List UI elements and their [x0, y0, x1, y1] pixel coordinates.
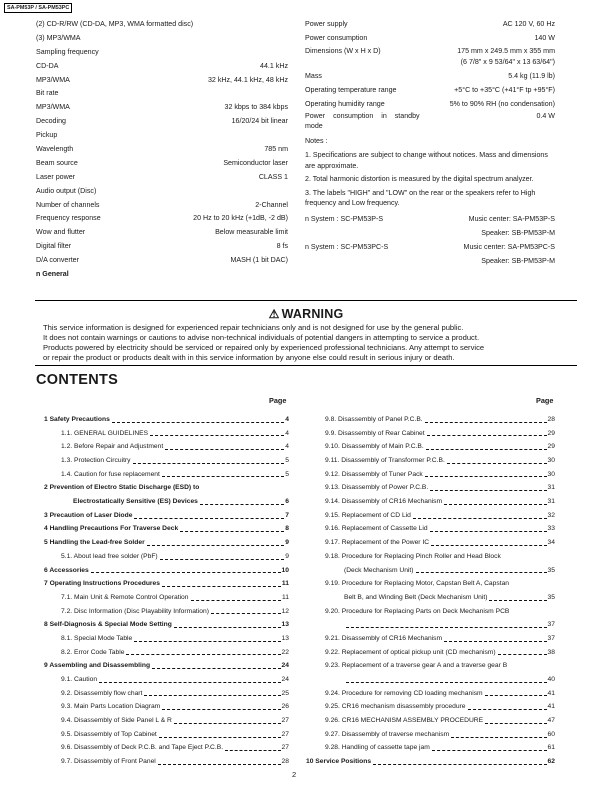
spec-row: D/A converter MASH (1 bit DAC) [36, 256, 288, 265]
note-2: 2. Total harmonic distortion is measured by the digital spectrum analyzer. [305, 175, 534, 184]
toc-entry[interactable]: 40 [306, 673, 555, 687]
leader-dots [346, 682, 547, 683]
spec-row: Power supply AC 120 V, 60 Hz [305, 20, 555, 28]
spec-row: mode [305, 122, 323, 131]
leader-dots [174, 627, 281, 628]
toc-entry[interactable]: 7.2. Disc Information (Disc Playability Information) 12 [61, 607, 289, 615]
leader-dots [162, 709, 280, 710]
spec-row: (6 7/8" x 9 53/64" x 13 63/64") [460, 57, 555, 66]
leader-dots [152, 668, 281, 669]
contents-title: CONTENTS [36, 372, 119, 388]
leader-dots [91, 572, 281, 573]
toc-entry[interactable]: 8.1. Special Mode Table 13 [61, 634, 289, 642]
toc-entry[interactable]: 7.1. Main Unit & Remote Control Operation 11 [61, 593, 289, 601]
spec-row: CD-DA 44.1 kHz [36, 61, 288, 70]
toc-entry[interactable]: 9.9. Disassembly of Rear Cabinet 29 [325, 429, 555, 437]
toc-entry[interactable]: 9.1. Caution 24 [61, 676, 289, 684]
page-number: 2 [292, 770, 297, 779]
leader-dots [444, 641, 546, 642]
toc-entry[interactable]: Electrostatically Sensitive (ES) Devices 6 [73, 498, 289, 506]
spec-row: Frequency response 20 Hz to 20 kHz (+1dB, -2 dB) [36, 214, 288, 223]
toc-entry[interactable]: 9.4. Disassembly of Side Panel L & R 27 [61, 717, 289, 725]
leader-dots [158, 764, 281, 765]
leader-dots [485, 695, 547, 696]
toc-right-column [306, 413, 555, 769]
toc-entry[interactable]: 1.4. Caution for fuse replacement 5 [61, 470, 289, 478]
toc-entry[interactable]: 9.25. CR16 mechanism disassembly procedure 41 [325, 703, 555, 711]
leader-dots [134, 518, 284, 519]
warning-body: This service information is designed for experienced repair technicians only and is not designed for use by the general public. It does not contain warnings or cautions to advise non-technical individuals of potential dangers in attempting to service a product. Products powered by electricity should be serviced or repaired only by experienced professional technicians. Any attempt to service or repair the product or products dealt with in this service information by anyone else could result in serious injury or death. [43, 323, 485, 362]
leader-dots [373, 764, 546, 765]
leader-dots [180, 531, 284, 532]
leader-dots [126, 654, 280, 655]
spec-row: n General [36, 270, 69, 279]
spec-row: Decoding 16/20/24 bit linear [36, 117, 288, 126]
leader-dots [427, 435, 547, 436]
toc-entry[interactable]: 9.23. Replacement of a traverse gear A and a traverse gear B [325, 662, 508, 670]
leader-dots [431, 545, 546, 546]
toc-entry[interactable]: 9.10. Disassembly of Main P.C.B. 29 [325, 443, 555, 451]
leader-dots [416, 572, 547, 573]
toc-entry[interactable]: 9.17. Replacement of the Power IC 34 [325, 539, 555, 547]
leader-dots [147, 545, 285, 546]
toc-entry[interactable]: 9.11. Disassembly of Transformer P.C.B. 30 [325, 457, 555, 465]
toc-entry[interactable]: 9.16. Replacement of Cassette Lid 33 [325, 525, 555, 533]
spec-row: Laser power CLASS 1 [36, 172, 288, 181]
toc-entry[interactable]: 1.3. Protection Circuitry 5 [61, 457, 289, 465]
leader-dots [211, 613, 281, 614]
leader-dots [191, 600, 282, 601]
leader-dots [162, 586, 281, 587]
toc-entry[interactable]: 8.2. Error Code Table 22 [61, 648, 289, 656]
toc-entry[interactable]: 37 [306, 618, 555, 632]
toc-entry[interactable]: 9.21. Disassembly of CR16 Mechanism 37 [325, 634, 555, 642]
leader-dots [498, 654, 547, 655]
page-column-header: Page [269, 396, 287, 405]
leader-dots [200, 504, 284, 505]
spec-row: (3) MP3/WMA [36, 33, 81, 42]
toc-entry[interactable]: 9.15. Replacement of CD Lid 32 [325, 511, 555, 519]
note-1: 1. Specifications are subject to change without notices. Mass and dimensions are approximate. [305, 151, 548, 170]
toc-entry[interactable]: 1 Safety Precautions 4 [44, 415, 289, 423]
spec-row: Number of channels 2-Channel [36, 200, 288, 209]
warning-box [35, 300, 577, 366]
notes-label: Notes : [305, 137, 328, 146]
toc-entry[interactable]: 2 Prevention of Electro Static Discharge (ESD) to [44, 484, 200, 492]
toc-entry[interactable]: 9.28. Handling of cassette tape jam 61 [325, 744, 555, 752]
toc-entry[interactable]: (Deck Mechanism Unit) 35 [344, 566, 555, 574]
leader-dots [99, 682, 280, 683]
spec-row: Power consumption in standby 0.4 W [305, 112, 555, 121]
toc-entry[interactable]: 1.1. GENERAL GUIDELINES 4 [61, 429, 289, 437]
system-row: n System : SC-PM53P-S Music center: SA-PM53P-S [305, 215, 555, 224]
spec-row: Audio output (Disc) [36, 186, 97, 195]
toc-entry[interactable]: 9.2. Disassembly flow chart 25 [61, 689, 289, 697]
leader-dots [413, 518, 547, 519]
leader-dots [425, 476, 547, 477]
toc-entry[interactable]: Belt B, and Winding Belt (Deck Mechanism Unit) 35 [344, 593, 555, 601]
leader-dots [112, 422, 284, 423]
toc-entry[interactable]: 6 Accessories 10 [44, 566, 289, 574]
toc-entry[interactable]: 9.13. Disassembly of Power P.C.B. 31 [325, 484, 555, 492]
toc-entry[interactable]: 9.5. Disassembly of Top Cabinet 27 [61, 730, 289, 738]
spec-row: Dimensions (W x H x D) 175 mm x 249.5 mm x 355 mm [305, 46, 555, 55]
leader-dots [165, 449, 284, 450]
leader-dots [432, 750, 547, 751]
leader-dots [489, 600, 546, 601]
leader-dots [159, 737, 281, 738]
page-column-header: Page [536, 396, 554, 405]
spec-row: Mass 5.4 kg (11.9 lb) [305, 71, 555, 80]
toc-left-column [44, 413, 289, 769]
toc-entry[interactable]: 9.14. Disassembly of CR16 Mechanism 31 [325, 498, 555, 506]
leader-dots [134, 641, 280, 642]
spec-row: Pickup [36, 131, 58, 140]
toc-entry[interactable]: 8 Self-Diagnosis & Special Mode Setting 13 [44, 621, 289, 629]
warning-title: ⚠ WARNING [268, 307, 344, 321]
toc-entry[interactable]: 9 Assembling and Disassembling 24 [44, 662, 289, 670]
spec-list-right [305, 18, 555, 268]
spec-row: Operating humidity range 5% to 90% RH (no condensation) [305, 99, 555, 108]
toc-entry[interactable]: 9.8. Disassembly of Panel P.C.B. 28 [325, 415, 555, 423]
toc-entry[interactable]: 9.6. Disassembly of Deck P.C.B. and Tape Eject P.C.B. 27 [61, 744, 289, 752]
spec-row: Digital filter 8 fs [36, 242, 288, 251]
leader-dots [444, 504, 546, 505]
leader-dots [430, 531, 547, 532]
spec-list-left [36, 18, 288, 282]
toc-entry[interactable]: 9.27. Disassembly of traverse mechanism 60 [325, 730, 555, 738]
leader-dots [162, 476, 284, 477]
leader-dots [144, 695, 280, 696]
leader-dots [174, 723, 281, 724]
warning-triangle-icon: ⚠ [268, 307, 280, 321]
model-tag: SA-PM53P / SA-PM53PC [4, 3, 72, 13]
toc-entry[interactable]: 3 Precaution of Laser Diode 7 [44, 511, 289, 519]
toc-entry[interactable]: 10 Service Positions 62 [306, 758, 555, 766]
leader-dots [346, 627, 547, 628]
toc-entry[interactable]: 1.2. Before Repair and Adjustment 4 [61, 443, 289, 451]
system-row: Speaker: SB-PM53P-M [481, 229, 555, 238]
spec-row: Sampling frequency [36, 47, 99, 56]
spec-row: (2) CD-R/RW (CD-DA, MP3, WMA formatted disc) [36, 20, 194, 28]
toc-entry[interactable]: 9.26. CR16 MECHANISM ASSEMBLY PROCEDURE 47 [325, 717, 555, 725]
leader-dots [451, 737, 546, 738]
toc-entry[interactable]: 9.24. Procedure for removing CD loading mechanism 41 [325, 689, 555, 697]
leader-dots [426, 449, 547, 450]
spec-row: Wow and flutter Below measurable limit [36, 228, 288, 237]
toc-entry[interactable]: 9.12. Disassembly of Tuner Pack 30 [325, 470, 555, 478]
spec-row: Power consumption 140 W [305, 33, 555, 42]
leader-dots [133, 463, 285, 464]
leader-dots [468, 709, 547, 710]
leader-dots [485, 723, 546, 724]
note-3: 3. The labels "HIGH" and "LOW" on the rear or the speakers refer to High frequency and Low frequency. [305, 188, 536, 208]
toc-entry[interactable]: 9.18. Procedure for Replacing Pinch Roller and Head Block [325, 552, 501, 560]
leader-dots [150, 435, 284, 436]
toc-entry[interactable]: 7 Operating Instructions Procedures 11 [44, 580, 289, 588]
toc-entry[interactable]: 5.1. About lead free solder (PbF) 9 [61, 552, 289, 560]
system-row: Speaker: SB-PM53P-M [481, 257, 555, 266]
leader-dots [425, 422, 547, 423]
spec-row: Beam source Semiconductor laser [36, 158, 288, 167]
spec-row: Operating temperature range +5°C to +35°C (+41°F tp +95°F) [305, 85, 555, 94]
toc-entry[interactable]: 9.22. Replacement of optical pickup unit (CD mechanism) 38 [325, 648, 555, 656]
leader-dots [447, 463, 547, 464]
spec-row: MP3/WMA 32 kbps to 384 kbps [36, 103, 288, 112]
spec-row: MP3/WMA 32 kHz, 44.1 kHz, 48 kHz [36, 75, 288, 84]
system-row: n System : SC-PM53PC-S Music center: SA-PM53PC-S [305, 243, 555, 252]
toc-entry[interactable]: 9.20. Procedure for Replacing Parts on Deck Mechanism PCB [325, 607, 510, 615]
toc-entry[interactable]: 9.7. Disassembly of Front Panel 28 [61, 758, 289, 766]
leader-dots [160, 559, 285, 560]
toc-entry[interactable]: 5 Handling the Lead-free Solder 9 [44, 539, 289, 547]
spec-row: Wavelength 785 nm [36, 145, 288, 154]
leader-dots [225, 750, 280, 751]
toc-entry[interactable]: 4 Handling Precautions For Traverse Deck 8 [44, 525, 289, 533]
toc-entry[interactable]: 9.19. Procedure for Replacing Motor, Capstan Belt A, Capstan [325, 580, 510, 588]
spec-row: Bit rate [36, 89, 59, 98]
toc-entry[interactable]: 9.3. Main Parts Location Diagram 26 [61, 703, 289, 711]
leader-dots [430, 490, 546, 491]
